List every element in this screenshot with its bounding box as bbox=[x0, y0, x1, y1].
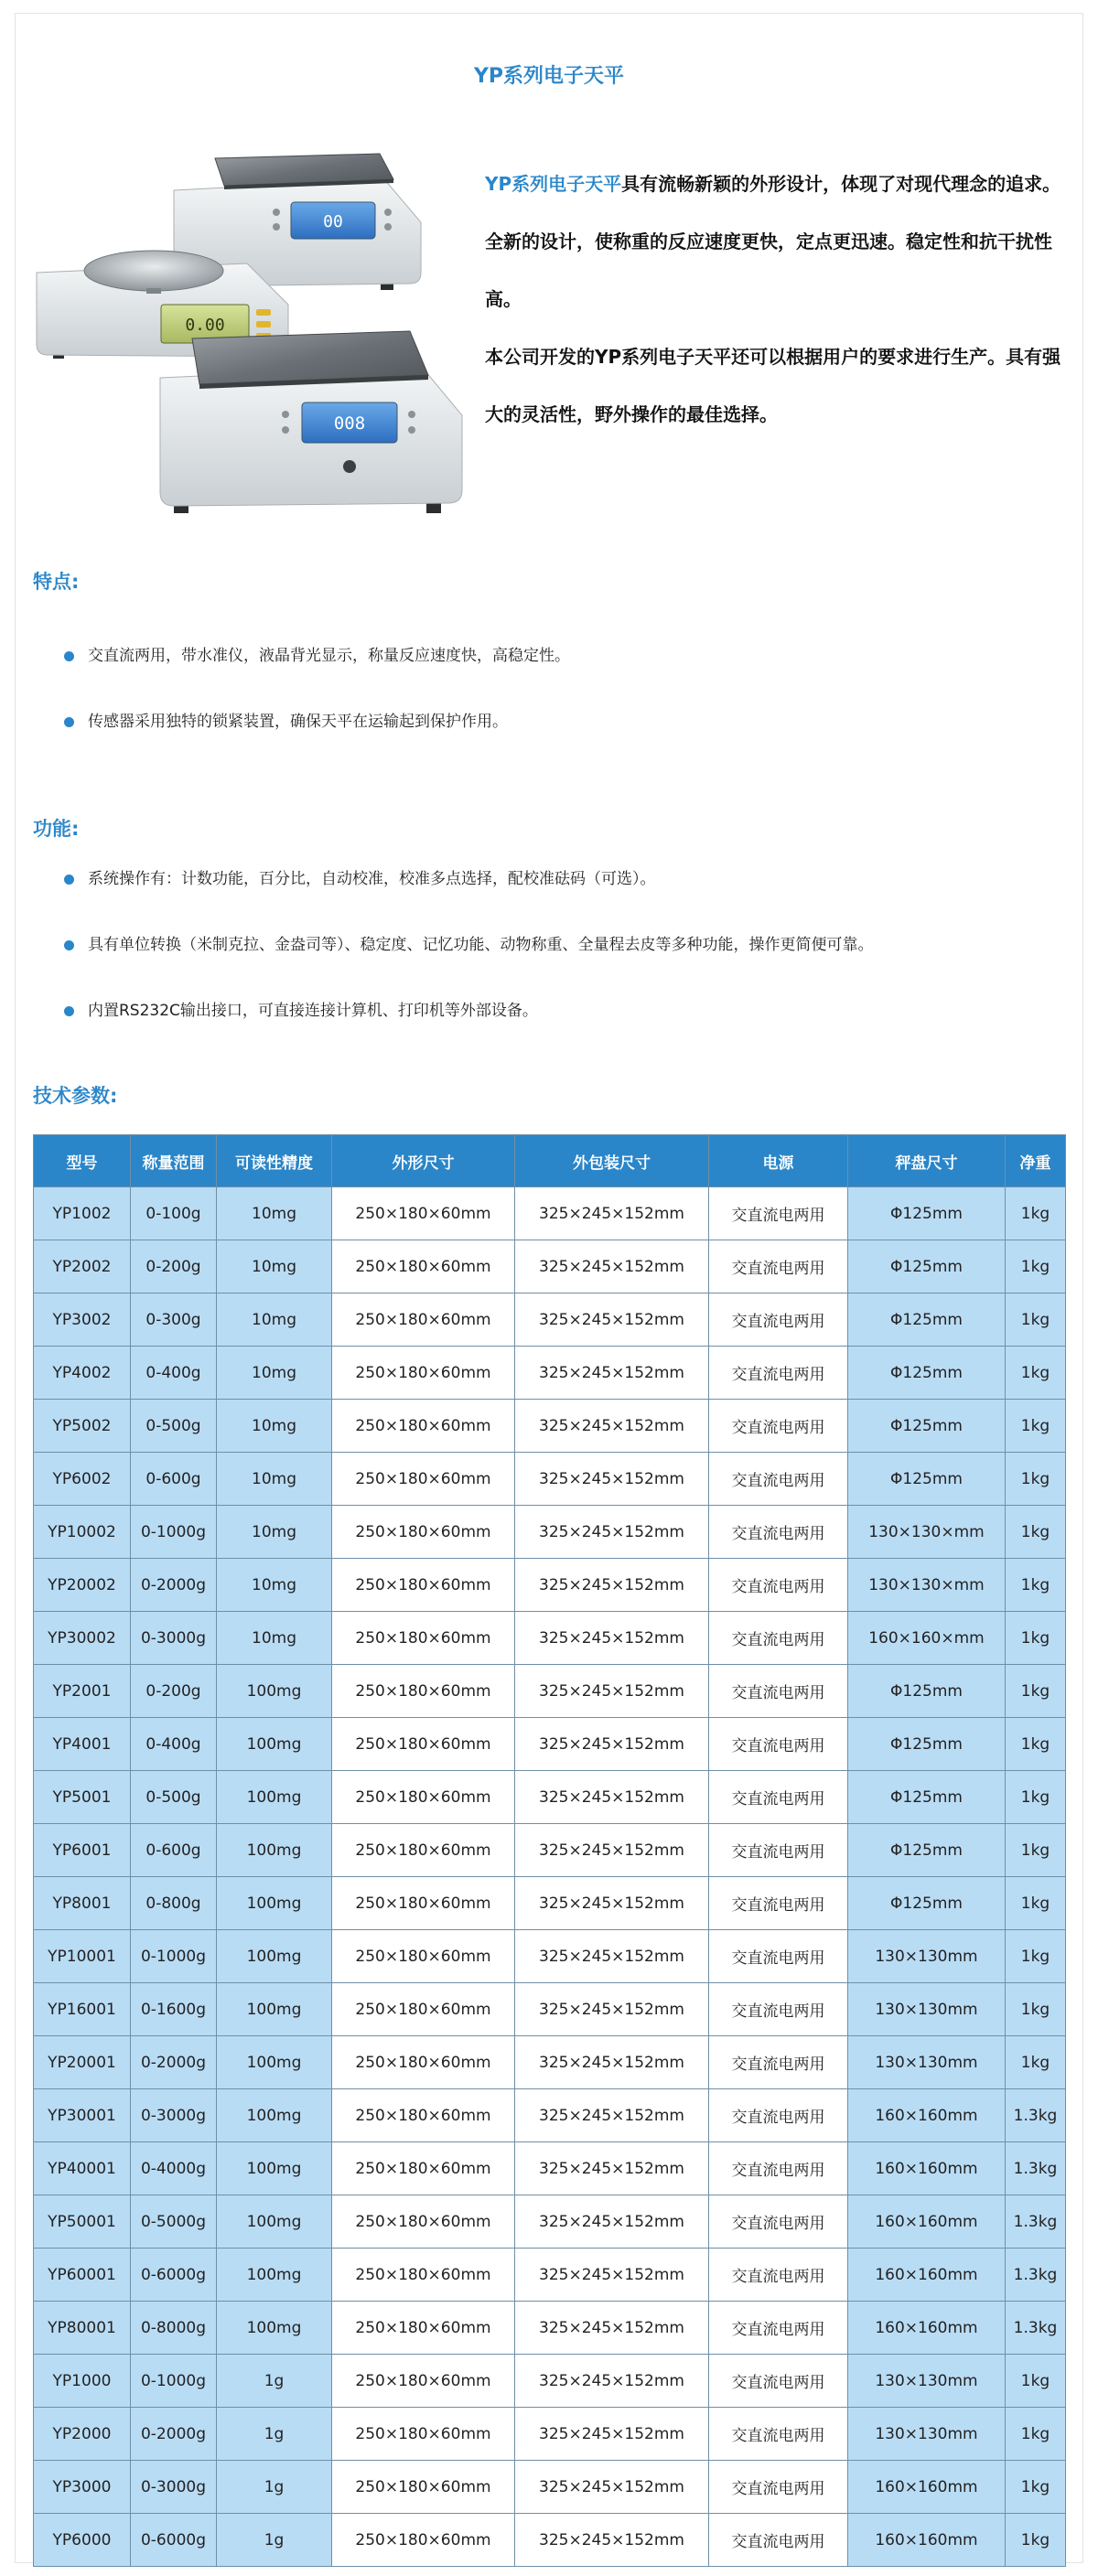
table-cell: YP8001 bbox=[34, 1877, 131, 1930]
table-cell: 250×180×60mm bbox=[332, 2142, 515, 2195]
table-cell: 325×245×152mm bbox=[515, 2195, 709, 2249]
table-row bbox=[34, 1983, 1066, 2036]
table-cell: 1kg bbox=[1006, 1612, 1066, 1665]
table-cell: 100mg bbox=[217, 1877, 332, 1930]
table-cell: 250×180×60mm bbox=[332, 1506, 515, 1559]
table-row bbox=[34, 1824, 1066, 1877]
table-cell: 325×245×152mm bbox=[515, 1400, 709, 1453]
table-cell: Φ125mm bbox=[848, 1293, 1006, 1347]
table-cell: 交直流电两用 bbox=[709, 2195, 848, 2249]
table-row bbox=[34, 1187, 1066, 1240]
intro-text bbox=[485, 156, 1061, 444]
intro-paragraph-2: 本公司开发的YP系列电子天平还可以根据用户的要求进行生产。具有强大的灵活性，野外操作的最佳选择。 bbox=[485, 346, 1061, 425]
display-readout: 00 bbox=[323, 212, 343, 231]
table-cell: 10mg bbox=[217, 1453, 332, 1506]
table-cell: 0-1000g bbox=[131, 1930, 217, 1983]
table-cell: 0-800g bbox=[131, 1877, 217, 1930]
table-cell: YP30001 bbox=[34, 2089, 131, 2142]
table-cell: 1.3kg bbox=[1006, 2249, 1066, 2302]
table-cell: 交直流电两用 bbox=[709, 1771, 848, 1824]
table-row bbox=[34, 2195, 1066, 2249]
table-cell: YP20002 bbox=[34, 1559, 131, 1612]
table-cell: 1g bbox=[217, 2355, 332, 2408]
table-cell: 1.3kg bbox=[1006, 2302, 1066, 2355]
table-cell: 250×180×60mm bbox=[332, 2195, 515, 2249]
product-image bbox=[27, 135, 485, 538]
table-cell: 0-1600g bbox=[131, 1983, 217, 2036]
table-row bbox=[34, 2355, 1066, 2408]
table-cell: 交直流电两用 bbox=[709, 2355, 848, 2408]
table-cell: 10mg bbox=[217, 1347, 332, 1400]
table-cell: 0-4000g bbox=[131, 2142, 217, 2195]
features-list bbox=[64, 640, 570, 772]
table-row bbox=[34, 1665, 1066, 1718]
table-cell: 1g bbox=[217, 2461, 332, 2514]
table-cell: 325×245×152mm bbox=[515, 2142, 709, 2195]
column-header: 型号 bbox=[34, 1135, 131, 1187]
table-cell: 250×180×60mm bbox=[332, 1877, 515, 1930]
table-cell: 250×180×60mm bbox=[332, 2408, 515, 2461]
table-row bbox=[34, 1771, 1066, 1824]
table-cell: 0-1000g bbox=[131, 2355, 217, 2408]
table-cell: 100mg bbox=[217, 1665, 332, 1718]
table-cell: 交直流电两用 bbox=[709, 1983, 848, 2036]
table-cell: 250×180×60mm bbox=[332, 2302, 515, 2355]
list-item: 传感器采用独特的锁紧装置，确保天平在运输起到保护作用。 bbox=[64, 706, 570, 772]
table-cell: 交直流电两用 bbox=[709, 1930, 848, 1983]
features-heading: 特点: bbox=[33, 571, 80, 593]
table-cell: Φ125mm bbox=[848, 1453, 1006, 1506]
table-cell: Φ125mm bbox=[848, 1824, 1006, 1877]
column-header: 外形尺寸 bbox=[332, 1135, 515, 1187]
table-cell: 交直流电两用 bbox=[709, 1240, 848, 1293]
table-row bbox=[34, 1612, 1066, 1665]
balance-bottom bbox=[160, 331, 462, 513]
table-cell: 1kg bbox=[1006, 1187, 1066, 1240]
table-cell: 250×180×60mm bbox=[332, 1930, 515, 1983]
table-cell: 10mg bbox=[217, 1612, 332, 1665]
table-cell: 交直流电两用 bbox=[709, 1877, 848, 1930]
table-cell: 交直流电两用 bbox=[709, 1824, 848, 1877]
table-cell: 250×180×60mm bbox=[332, 1559, 515, 1612]
table-cell: 160×160mm bbox=[848, 2089, 1006, 2142]
table-cell: 325×245×152mm bbox=[515, 1506, 709, 1559]
table-cell: 1kg bbox=[1006, 1559, 1066, 1612]
table-cell: 0-6000g bbox=[131, 2249, 217, 2302]
table-cell: 交直流电两用 bbox=[709, 1506, 848, 1559]
table-cell: 10mg bbox=[217, 1293, 332, 1347]
table-cell: 250×180×60mm bbox=[332, 1187, 515, 1240]
table-cell: 交直流电两用 bbox=[709, 2302, 848, 2355]
table-cell: 325×245×152mm bbox=[515, 1187, 709, 1240]
table-cell: 325×245×152mm bbox=[515, 2302, 709, 2355]
table-cell: 1kg bbox=[1006, 2461, 1066, 2514]
table-cell: 10mg bbox=[217, 1400, 332, 1453]
table-cell: YP80001 bbox=[34, 2302, 131, 2355]
column-header: 电源 bbox=[709, 1135, 848, 1187]
display-readout: 0.00 bbox=[185, 316, 225, 335]
table-row bbox=[34, 2302, 1066, 2355]
table-cell: 交直流电两用 bbox=[709, 1559, 848, 1612]
table-row bbox=[34, 2036, 1066, 2089]
table-row bbox=[34, 1559, 1066, 1612]
specs-heading: 技术参数: bbox=[33, 1085, 118, 1107]
table-row bbox=[34, 1347, 1066, 1400]
table-cell: 交直流电两用 bbox=[709, 2408, 848, 2461]
table-cell: YP10001 bbox=[34, 1930, 131, 1983]
column-header: 可读性精度 bbox=[217, 1135, 332, 1187]
table-cell: 1kg bbox=[1006, 1400, 1066, 1453]
table-cell: Φ125mm bbox=[848, 1771, 1006, 1824]
table-cell: 325×245×152mm bbox=[515, 1771, 709, 1824]
table-cell: 0-200g bbox=[131, 1665, 217, 1718]
table-cell: 1kg bbox=[1006, 1453, 1066, 1506]
functions-list bbox=[64, 864, 874, 1061]
table-cell: 交直流电两用 bbox=[709, 1718, 848, 1771]
intro-paragraph-1 bbox=[485, 156, 1061, 328]
table-cell: 250×180×60mm bbox=[332, 1771, 515, 1824]
column-header: 净重 bbox=[1006, 1135, 1066, 1187]
table-cell: 100mg bbox=[217, 2089, 332, 2142]
table-cell: 325×245×152mm bbox=[515, 1665, 709, 1718]
table-cell: 1kg bbox=[1006, 1983, 1066, 2036]
table-cell: 1kg bbox=[1006, 1347, 1066, 1400]
table-cell: 0-5000g bbox=[131, 2195, 217, 2249]
spec-table bbox=[33, 1134, 1066, 2567]
table-cell: 0-2000g bbox=[131, 1559, 217, 1612]
table-cell: 100mg bbox=[217, 1824, 332, 1877]
table-cell: 100mg bbox=[217, 2302, 332, 2355]
list-item: 交直流两用，带水准仪，液晶背光显示，称量反应速度快，高稳定性。 bbox=[64, 640, 570, 706]
table-cell: 1kg bbox=[1006, 2355, 1066, 2408]
page-title: YP系列电子天平 bbox=[473, 65, 625, 88]
table-cell: 325×245×152mm bbox=[515, 2249, 709, 2302]
table-cell: 0-500g bbox=[131, 1400, 217, 1453]
table-row bbox=[34, 2408, 1066, 2461]
table-row bbox=[34, 1293, 1066, 1347]
table-cell: 交直流电两用 bbox=[709, 2514, 848, 2567]
table-cell: 250×180×60mm bbox=[332, 1824, 515, 1877]
table-row bbox=[34, 2461, 1066, 2514]
table-cell: 130×130mm bbox=[848, 1983, 1006, 2036]
table-cell: 1kg bbox=[1006, 1665, 1066, 1718]
table-cell: 130×130×mm bbox=[848, 1506, 1006, 1559]
table-cell: 交直流电两用 bbox=[709, 2249, 848, 2302]
list-item: 系统操作有：计数功能，百分比，自动校准，校准多点选择，配校准砝码（可选）。 bbox=[64, 864, 874, 929]
table-cell: 0-2000g bbox=[131, 2408, 217, 2461]
column-header: 外包装尺寸 bbox=[515, 1135, 709, 1187]
list-item: 内置RS232C输出接口，可直接连接计算机、打印机等外部设备。 bbox=[64, 995, 874, 1061]
table-cell: 0-3000g bbox=[131, 1612, 217, 1665]
table-cell: 160×160mm bbox=[848, 2195, 1006, 2249]
table-cell: 130×130mm bbox=[848, 2355, 1006, 2408]
table-cell: YP4002 bbox=[34, 1347, 131, 1400]
column-header: 秤盘尺寸 bbox=[848, 1135, 1006, 1187]
table-cell: 100mg bbox=[217, 1930, 332, 1983]
table-cell: YP60001 bbox=[34, 2249, 131, 2302]
table-cell: YP6001 bbox=[34, 1824, 131, 1877]
table-row bbox=[34, 2142, 1066, 2195]
table-cell: 100mg bbox=[217, 2249, 332, 2302]
table-cell: 交直流电两用 bbox=[709, 1347, 848, 1400]
table-cell: 325×245×152mm bbox=[515, 2036, 709, 2089]
table-cell: YP40001 bbox=[34, 2142, 131, 2195]
table-cell: 交直流电两用 bbox=[709, 1187, 848, 1240]
table-cell: 交直流电两用 bbox=[709, 1453, 848, 1506]
table-cell: 325×245×152mm bbox=[515, 1824, 709, 1877]
table-cell: 1kg bbox=[1006, 1771, 1066, 1824]
table-header-row bbox=[34, 1135, 1066, 1187]
table-cell: YP1000 bbox=[34, 2355, 131, 2408]
table-cell: 100mg bbox=[217, 2142, 332, 2195]
table-row bbox=[34, 2089, 1066, 2142]
intro-paragraph-1-text: 具有流畅新颖的外形设计，体现了对现代理念的追求。全新的设计，使称重的反应速度更快，定点更迅速。稳定性和抗干扰性高。 bbox=[485, 173, 1061, 310]
table-cell: 0-8000g bbox=[131, 2302, 217, 2355]
table-cell: 交直流电两用 bbox=[709, 1612, 848, 1665]
table-cell: YP3000 bbox=[34, 2461, 131, 2514]
table-cell: 250×180×60mm bbox=[332, 1612, 515, 1665]
table-cell: 325×245×152mm bbox=[515, 1559, 709, 1612]
table-cell: 交直流电两用 bbox=[709, 2089, 848, 2142]
table-cell: 325×245×152mm bbox=[515, 1293, 709, 1347]
table-cell: YP10002 bbox=[34, 1506, 131, 1559]
table-cell: 0-3000g bbox=[131, 2461, 217, 2514]
table-cell: 1g bbox=[217, 2514, 332, 2567]
spec-table-body bbox=[34, 1187, 1066, 2567]
table-cell: YP20001 bbox=[34, 2036, 131, 2089]
table-cell: 0-600g bbox=[131, 1453, 217, 1506]
table-cell: 1g bbox=[217, 2408, 332, 2461]
table-cell: 130×130mm bbox=[848, 1930, 1006, 1983]
table-cell: 0-200g bbox=[131, 1240, 217, 1293]
table-cell: 130×130mm bbox=[848, 2036, 1006, 2089]
table-cell: 250×180×60mm bbox=[332, 1347, 515, 1400]
table-cell: 250×180×60mm bbox=[332, 2036, 515, 2089]
table-cell: 325×245×152mm bbox=[515, 1347, 709, 1400]
table-cell: YP5002 bbox=[34, 1400, 131, 1453]
table-cell: 交直流电两用 bbox=[709, 1293, 848, 1347]
table-cell: 0-3000g bbox=[131, 2089, 217, 2142]
table-cell: 325×245×152mm bbox=[515, 1983, 709, 2036]
table-cell: 10mg bbox=[217, 1506, 332, 1559]
table-cell: 0-500g bbox=[131, 1771, 217, 1824]
table-cell: YP30002 bbox=[34, 1612, 131, 1665]
table-cell: 0-2000g bbox=[131, 2036, 217, 2089]
table-cell: 1.3kg bbox=[1006, 2089, 1066, 2142]
display-readout: 008 bbox=[333, 413, 366, 434]
table-cell: Φ125mm bbox=[848, 1400, 1006, 1453]
table-cell: 1kg bbox=[1006, 2514, 1066, 2567]
table-cell: 325×245×152mm bbox=[515, 1240, 709, 1293]
table-cell: 325×245×152mm bbox=[515, 1877, 709, 1930]
table-row bbox=[34, 1506, 1066, 1559]
table-cell: 1kg bbox=[1006, 2036, 1066, 2089]
table-cell: 1kg bbox=[1006, 1506, 1066, 1559]
table-cell: 250×180×60mm bbox=[332, 1983, 515, 2036]
table-cell: YP50001 bbox=[34, 2195, 131, 2249]
table-cell: 325×245×152mm bbox=[515, 1453, 709, 1506]
table-cell: 325×245×152mm bbox=[515, 1612, 709, 1665]
table-cell: YP4001 bbox=[34, 1718, 131, 1771]
table-row bbox=[34, 1930, 1066, 1983]
table-cell: 100mg bbox=[217, 2036, 332, 2089]
table-cell: 100mg bbox=[217, 2195, 332, 2249]
table-row bbox=[34, 1240, 1066, 1293]
table-cell: 160×160mm bbox=[848, 2514, 1006, 2567]
table-cell: YP1002 bbox=[34, 1187, 131, 1240]
table-cell: 325×245×152mm bbox=[515, 1930, 709, 1983]
table-cell: 325×245×152mm bbox=[515, 2461, 709, 2514]
table-cell: 250×180×60mm bbox=[332, 1718, 515, 1771]
table-cell: YP2001 bbox=[34, 1665, 131, 1718]
functions-heading: 功能: bbox=[33, 818, 80, 840]
table-cell: 250×180×60mm bbox=[332, 1240, 515, 1293]
table-cell: 250×180×60mm bbox=[332, 1665, 515, 1718]
table-cell: 130×130×mm bbox=[848, 1559, 1006, 1612]
table-cell: Φ125mm bbox=[848, 1665, 1006, 1718]
table-row bbox=[34, 1718, 1066, 1771]
table-cell: 325×245×152mm bbox=[515, 2514, 709, 2567]
table-row bbox=[34, 1400, 1066, 1453]
table-cell: 10mg bbox=[217, 1559, 332, 1612]
table-cell: 1kg bbox=[1006, 1930, 1066, 1983]
table-cell: 160×160mm bbox=[848, 2302, 1006, 2355]
table-cell: YP6000 bbox=[34, 2514, 131, 2567]
table-cell: YP5001 bbox=[34, 1771, 131, 1824]
table-cell: 160×160mm bbox=[848, 2461, 1006, 2514]
table-cell: 160×160×mm bbox=[848, 1612, 1006, 1665]
table-cell: 250×180×60mm bbox=[332, 2089, 515, 2142]
table-cell: 交直流电两用 bbox=[709, 2461, 848, 2514]
table-cell: 325×245×152mm bbox=[515, 2089, 709, 2142]
table-cell: YP2000 bbox=[34, 2408, 131, 2461]
table-cell: 1kg bbox=[1006, 1718, 1066, 1771]
table-cell: 0-6000g bbox=[131, 2514, 217, 2567]
column-header: 称量范围 bbox=[131, 1135, 217, 1187]
table-row bbox=[34, 1453, 1066, 1506]
table-cell: 0-400g bbox=[131, 1347, 217, 1400]
table-cell: 160×160mm bbox=[848, 2249, 1006, 2302]
table-cell: YP3002 bbox=[34, 1293, 131, 1347]
table-cell: 0-600g bbox=[131, 1824, 217, 1877]
table-cell: Φ125mm bbox=[848, 1877, 1006, 1930]
table-cell: Φ125mm bbox=[848, 1240, 1006, 1293]
table-cell: 325×245×152mm bbox=[515, 1718, 709, 1771]
table-cell: 100mg bbox=[217, 1718, 332, 1771]
table-cell: 250×180×60mm bbox=[332, 1293, 515, 1347]
table-cell: 10mg bbox=[217, 1187, 332, 1240]
table-cell: YP16001 bbox=[34, 1983, 131, 2036]
table-cell: Φ125mm bbox=[848, 1347, 1006, 1400]
table-cell: 1.3kg bbox=[1006, 2195, 1066, 2249]
list-item: 具有单位转换（米制克拉、金盎司等）、稳定度、记忆功能、动物称重、全量程去皮等多种功能，操作更简便可靠。 bbox=[64, 929, 874, 995]
table-cell: 250×180×60mm bbox=[332, 2355, 515, 2408]
table-cell: 160×160mm bbox=[848, 2142, 1006, 2195]
table-cell: 交直流电两用 bbox=[709, 1400, 848, 1453]
table-cell: 0-100g bbox=[131, 1187, 217, 1240]
table-cell: 130×130mm bbox=[848, 2408, 1006, 2461]
table-cell: 1kg bbox=[1006, 1877, 1066, 1930]
table-cell: 0-1000g bbox=[131, 1506, 217, 1559]
intro-highlight: YP系列电子天平 bbox=[485, 173, 622, 195]
table-cell: 1kg bbox=[1006, 2408, 1066, 2461]
table-cell: 100mg bbox=[217, 1983, 332, 2036]
table-cell: YP6002 bbox=[34, 1453, 131, 1506]
table-cell: 250×180×60mm bbox=[332, 2249, 515, 2302]
table-cell: 250×180×60mm bbox=[332, 1453, 515, 1506]
table-row bbox=[34, 2514, 1066, 2567]
table-row bbox=[34, 2249, 1066, 2302]
table-cell: 交直流电两用 bbox=[709, 1665, 848, 1718]
table-cell: 1kg bbox=[1006, 1240, 1066, 1293]
table-cell: 250×180×60mm bbox=[332, 1400, 515, 1453]
table-row bbox=[34, 1877, 1066, 1930]
table-cell: 250×180×60mm bbox=[332, 2514, 515, 2567]
table-cell: 100mg bbox=[217, 1771, 332, 1824]
table-cell: YP2002 bbox=[34, 1240, 131, 1293]
table-cell: 0-300g bbox=[131, 1293, 217, 1347]
table-cell: 325×245×152mm bbox=[515, 2355, 709, 2408]
table-cell: 325×245×152mm bbox=[515, 2408, 709, 2461]
table-cell: 交直流电两用 bbox=[709, 2036, 848, 2089]
table-cell: 0-400g bbox=[131, 1718, 217, 1771]
table-cell: Φ125mm bbox=[848, 1718, 1006, 1771]
table-cell: 1kg bbox=[1006, 1293, 1066, 1347]
table-cell: 1.3kg bbox=[1006, 2142, 1066, 2195]
table-cell: 250×180×60mm bbox=[332, 2461, 515, 2514]
table-cell: 1kg bbox=[1006, 1824, 1066, 1877]
table-cell: 交直流电两用 bbox=[709, 2142, 848, 2195]
table-cell: Φ125mm bbox=[848, 1187, 1006, 1240]
table-cell: 10mg bbox=[217, 1240, 332, 1293]
